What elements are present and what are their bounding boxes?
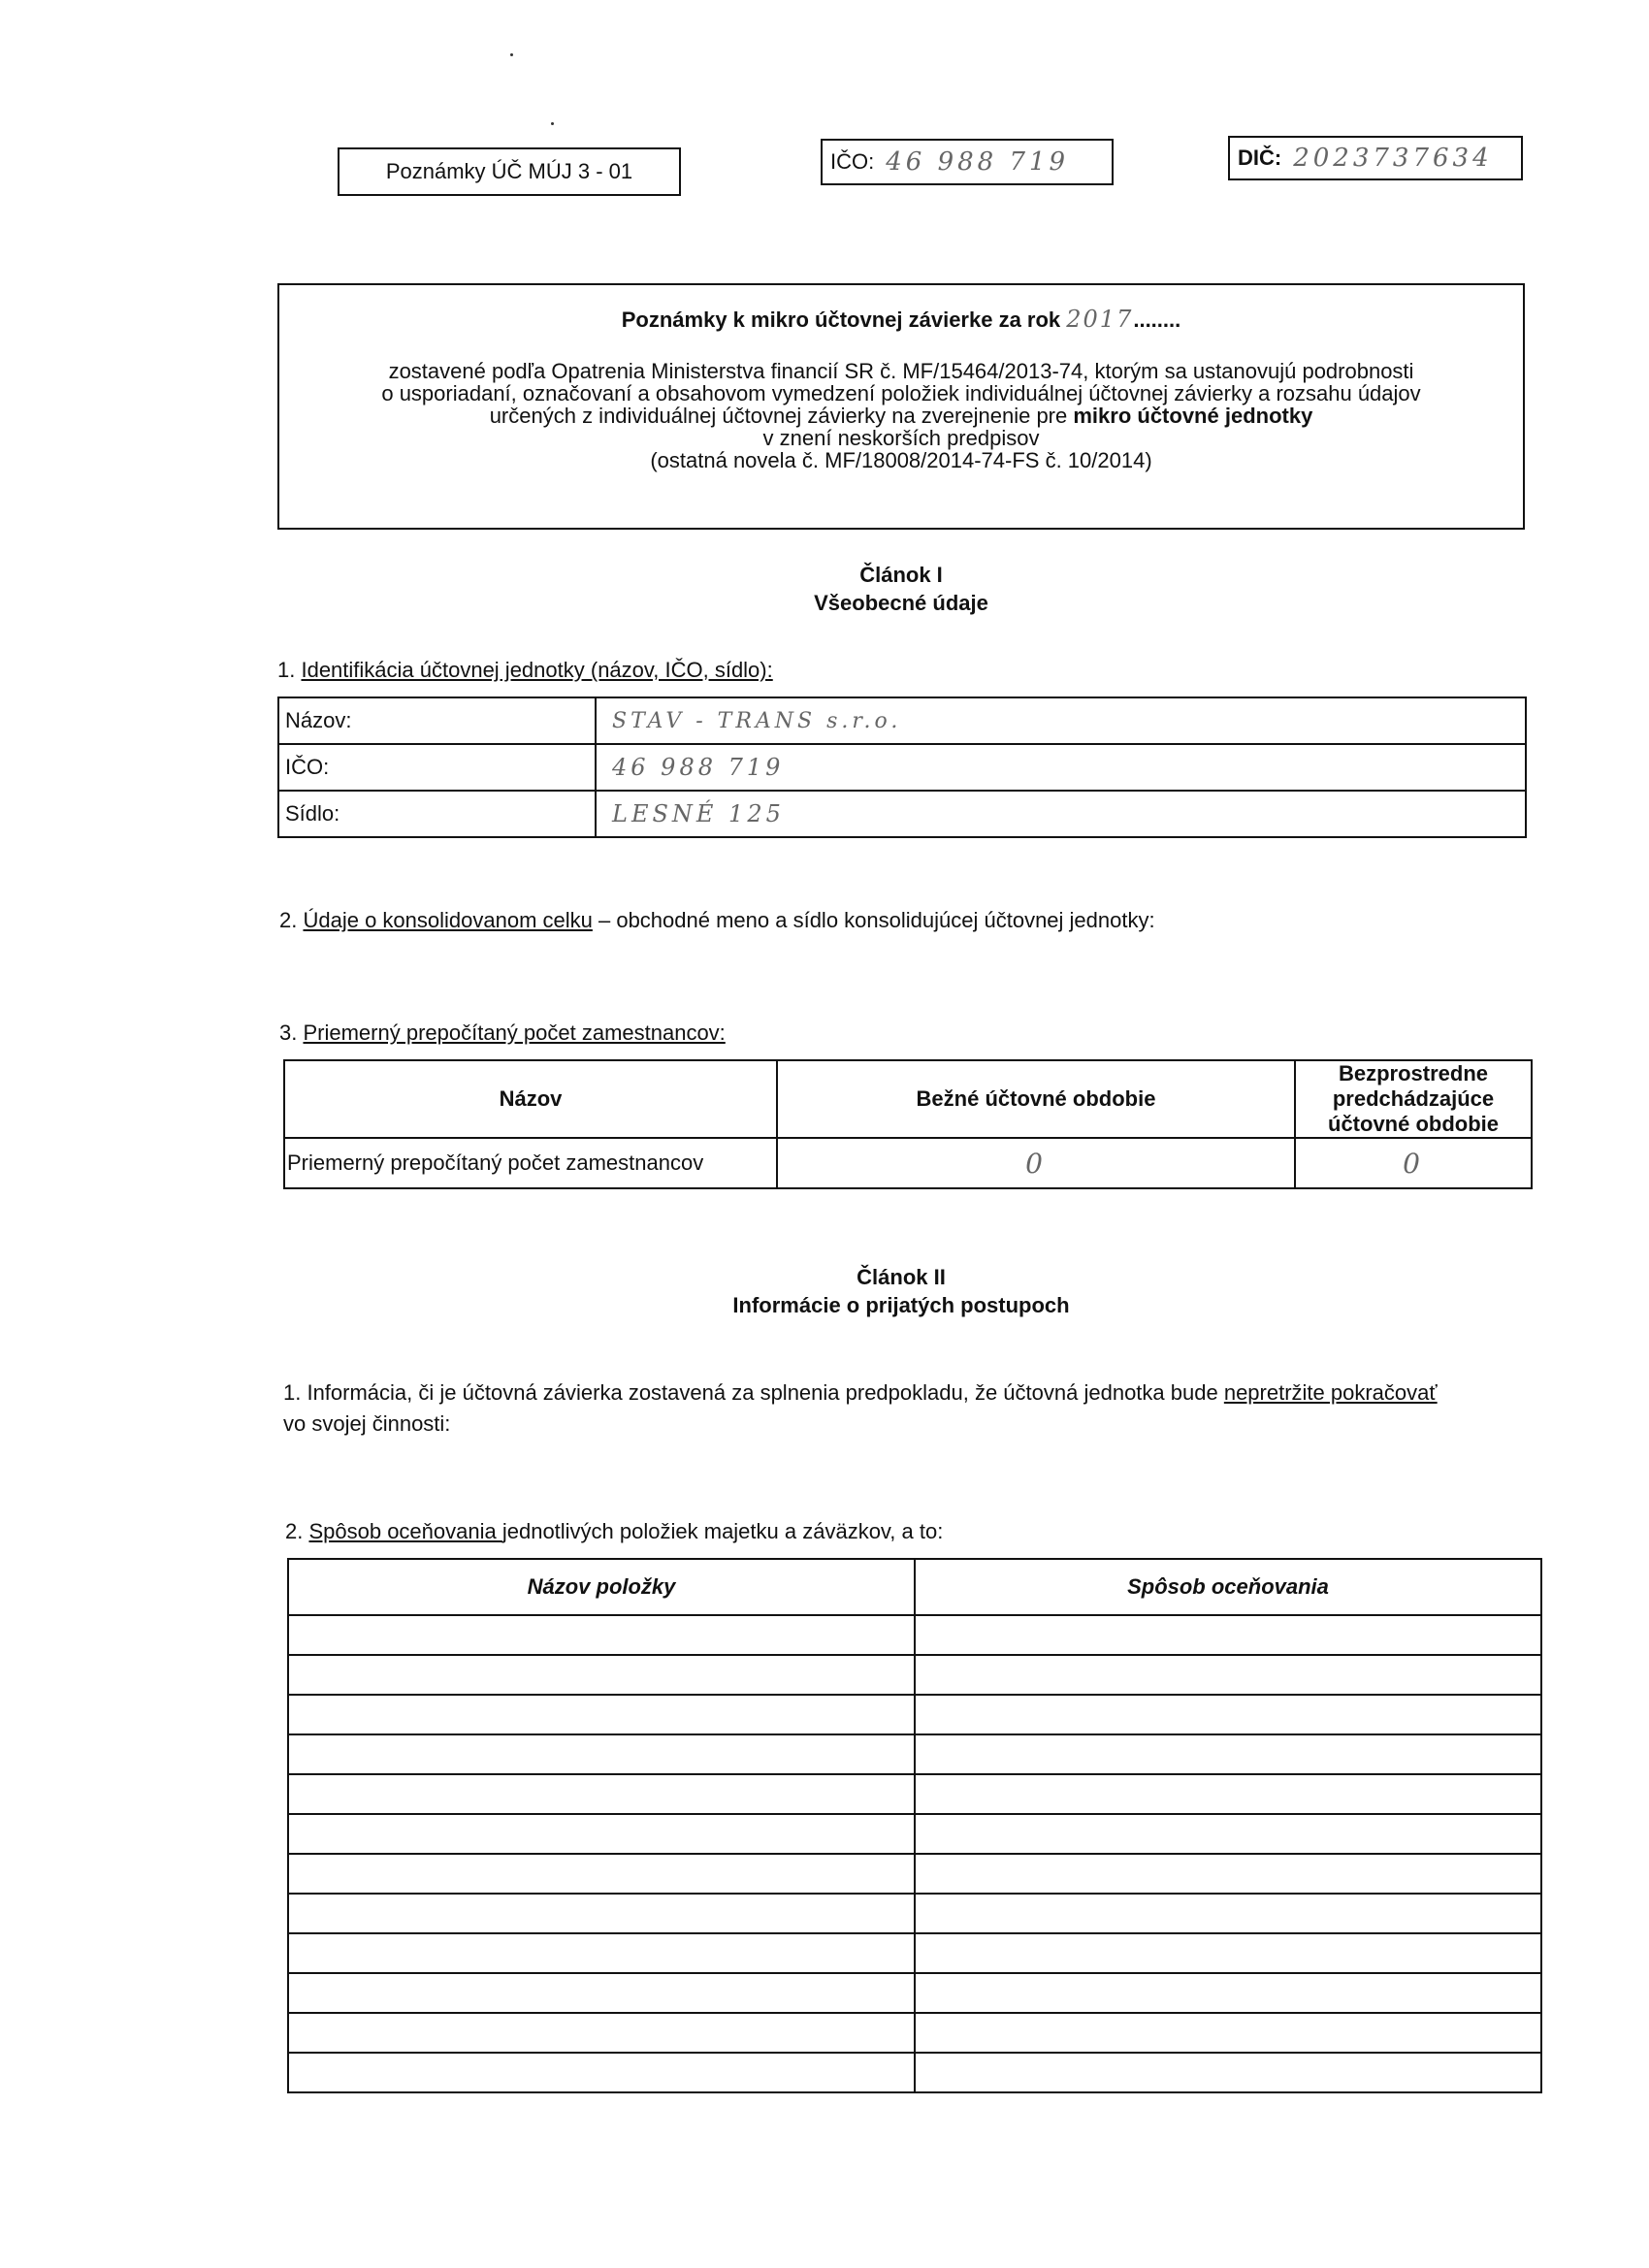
- form-code-box: [338, 147, 681, 196]
- method-cell[interactable]: [915, 1854, 1541, 1894]
- item-cell[interactable]: [288, 1814, 915, 1854]
- table-row: [288, 1615, 1541, 1655]
- table-header-row: [288, 1559, 1541, 1615]
- column-header-item-name: Názov položky: [288, 1559, 915, 1615]
- section-2-2-label: 2. Spôsob oceňovania jednotlivých položiek majetku a záväzkov, a to:: [285, 1519, 944, 1543]
- table-row: [278, 791, 1526, 837]
- legal-basis-line-5: (ostatná novela č. MF/18008/2014-74-FS č. 10/2014): [650, 448, 1152, 472]
- article-2-heading: Článok II Informácie o prijatých postupoch: [277, 1263, 1525, 1319]
- article-1-heading: Článok I Všeobecné údaje: [277, 561, 1525, 617]
- item-cell[interactable]: [288, 1973, 915, 2013]
- table-row: [288, 1973, 1541, 2013]
- column-header-current-period: Bežné účtovné obdobie: [777, 1060, 1295, 1138]
- scan-speck: [510, 53, 513, 56]
- item-cell[interactable]: [288, 1734, 915, 1774]
- item-cell[interactable]: [288, 2053, 915, 2092]
- section-1-1-label: 1. Identifikácia účtovnej jednotky (názov, IČO, sídlo):: [277, 658, 773, 682]
- legal-basis-line-4: v znení neskorších predpisov: [762, 426, 1040, 450]
- column-header-name: Názov: [284, 1060, 777, 1138]
- method-cell[interactable]: [915, 1695, 1541, 1734]
- method-cell[interactable]: [915, 1774, 1541, 1814]
- method-cell[interactable]: [915, 1655, 1541, 1695]
- table-row: [278, 744, 1526, 791]
- year-value[interactable]: 2017: [1066, 306, 1134, 333]
- scan-speck: [551, 122, 554, 125]
- table-row: [288, 1695, 1541, 1734]
- method-cell[interactable]: [915, 2053, 1541, 2092]
- method-cell[interactable]: [915, 2013, 1541, 2053]
- item-cell[interactable]: [288, 1933, 915, 1973]
- item-cell[interactable]: [288, 1894, 915, 1933]
- table-row: [278, 697, 1526, 744]
- document-title: Poznámky k mikro účtovnej závierke za rok 2017........: [621, 306, 1181, 333]
- title-box: [277, 283, 1525, 530]
- employees-current-value[interactable]: 0: [777, 1138, 1295, 1188]
- column-header-previous-period: Bezprostredne predchádzajúce účtovné obdobie: [1295, 1060, 1532, 1138]
- section-1-2-label: 2. Údaje o konsolidovanom celku – obchodné meno a sídlo konsolidujúcej účtovnej jednotky:: [279, 908, 1155, 932]
- name-label: Názov:: [278, 697, 596, 744]
- table-row: [288, 1814, 1541, 1854]
- table-row: [288, 1933, 1541, 1973]
- valuation-table: [287, 1558, 1542, 2093]
- method-cell[interactable]: [915, 1894, 1541, 1933]
- table-header-row: [284, 1060, 1532, 1138]
- legal-basis-line-2: o usporiadaní, označovaní a obsahovom vymedzení položiek individuálnej účtovnej závierky a rozsahu údajov: [381, 381, 1421, 405]
- article-2-subheading: Informácie o prijatých postupoch: [732, 1293, 1070, 1317]
- item-cell[interactable]: [288, 2013, 915, 2053]
- section-2-1-label: 1. Informácia, či je účtovná závierka zostavená za splnenia predpokladu, že účtovná jednotka bude nepretržite pokračovať vo svojej činnosti:: [283, 1380, 1438, 1436]
- employees-row-label: Priemerný prepočítaný počet zamestnancov: [284, 1138, 777, 1188]
- method-cell[interactable]: [915, 1814, 1541, 1854]
- seat-value[interactable]: LESNÉ 125: [596, 791, 1526, 837]
- form-code: Poznámky ÚČ MÚJ 3 - 01: [385, 159, 633, 183]
- table-row: [288, 1734, 1541, 1774]
- ico-label: IČO:: [830, 149, 875, 174]
- column-header-valuation-method: Spôsob oceňovania: [915, 1559, 1541, 1615]
- dic-box: [1228, 136, 1523, 180]
- ico-value[interactable]: 46 988 719: [886, 147, 1070, 177]
- table-row: [288, 1894, 1541, 1933]
- item-cell[interactable]: [288, 1615, 915, 1655]
- article-1-subheading: Všeobecné údaje: [814, 591, 988, 615]
- legal-basis-line-3: určených z individuálnej účtovnej závierky na zverejnenie pre mikro účtovné jednotky: [489, 404, 1313, 428]
- method-cell[interactable]: [915, 1615, 1541, 1655]
- table-row: [288, 2013, 1541, 2053]
- table-row: [284, 1138, 1532, 1188]
- dic-label: DIČ:: [1238, 146, 1282, 170]
- item-cell[interactable]: [288, 1695, 915, 1734]
- name-value[interactable]: STAV - TRANS s.r.o.: [596, 697, 1526, 744]
- employees-table: [283, 1059, 1533, 1189]
- dic-value[interactable]: 2023737634: [1293, 144, 1493, 173]
- section-1-3-label: 3. Priemerný prepočítaný počet zamestnancov:: [279, 1021, 726, 1045]
- ico-row-value[interactable]: 46 988 719: [596, 744, 1526, 791]
- item-cell[interactable]: [288, 1655, 915, 1695]
- ico-box: [821, 139, 1114, 185]
- method-cell[interactable]: [915, 1933, 1541, 1973]
- item-cell[interactable]: [288, 1774, 915, 1814]
- table-row: [288, 1774, 1541, 1814]
- item-cell[interactable]: [288, 1854, 915, 1894]
- seat-label: Sídlo:: [278, 791, 596, 837]
- method-cell[interactable]: [915, 1973, 1541, 2013]
- legal-basis-line-1: zostavené podľa Opatrenia Ministerstva financií SR č. MF/15464/2013-74, ktorým sa ustanovujú podrobnosti: [388, 359, 1414, 383]
- ico-row-label: IČO:: [278, 744, 596, 791]
- table-row: [288, 2053, 1541, 2092]
- identification-table: [277, 697, 1527, 838]
- table-row: [288, 1655, 1541, 1695]
- table-row: [288, 1854, 1541, 1894]
- employees-previous-value[interactable]: 0: [1295, 1138, 1532, 1188]
- method-cell[interactable]: [915, 1734, 1541, 1774]
